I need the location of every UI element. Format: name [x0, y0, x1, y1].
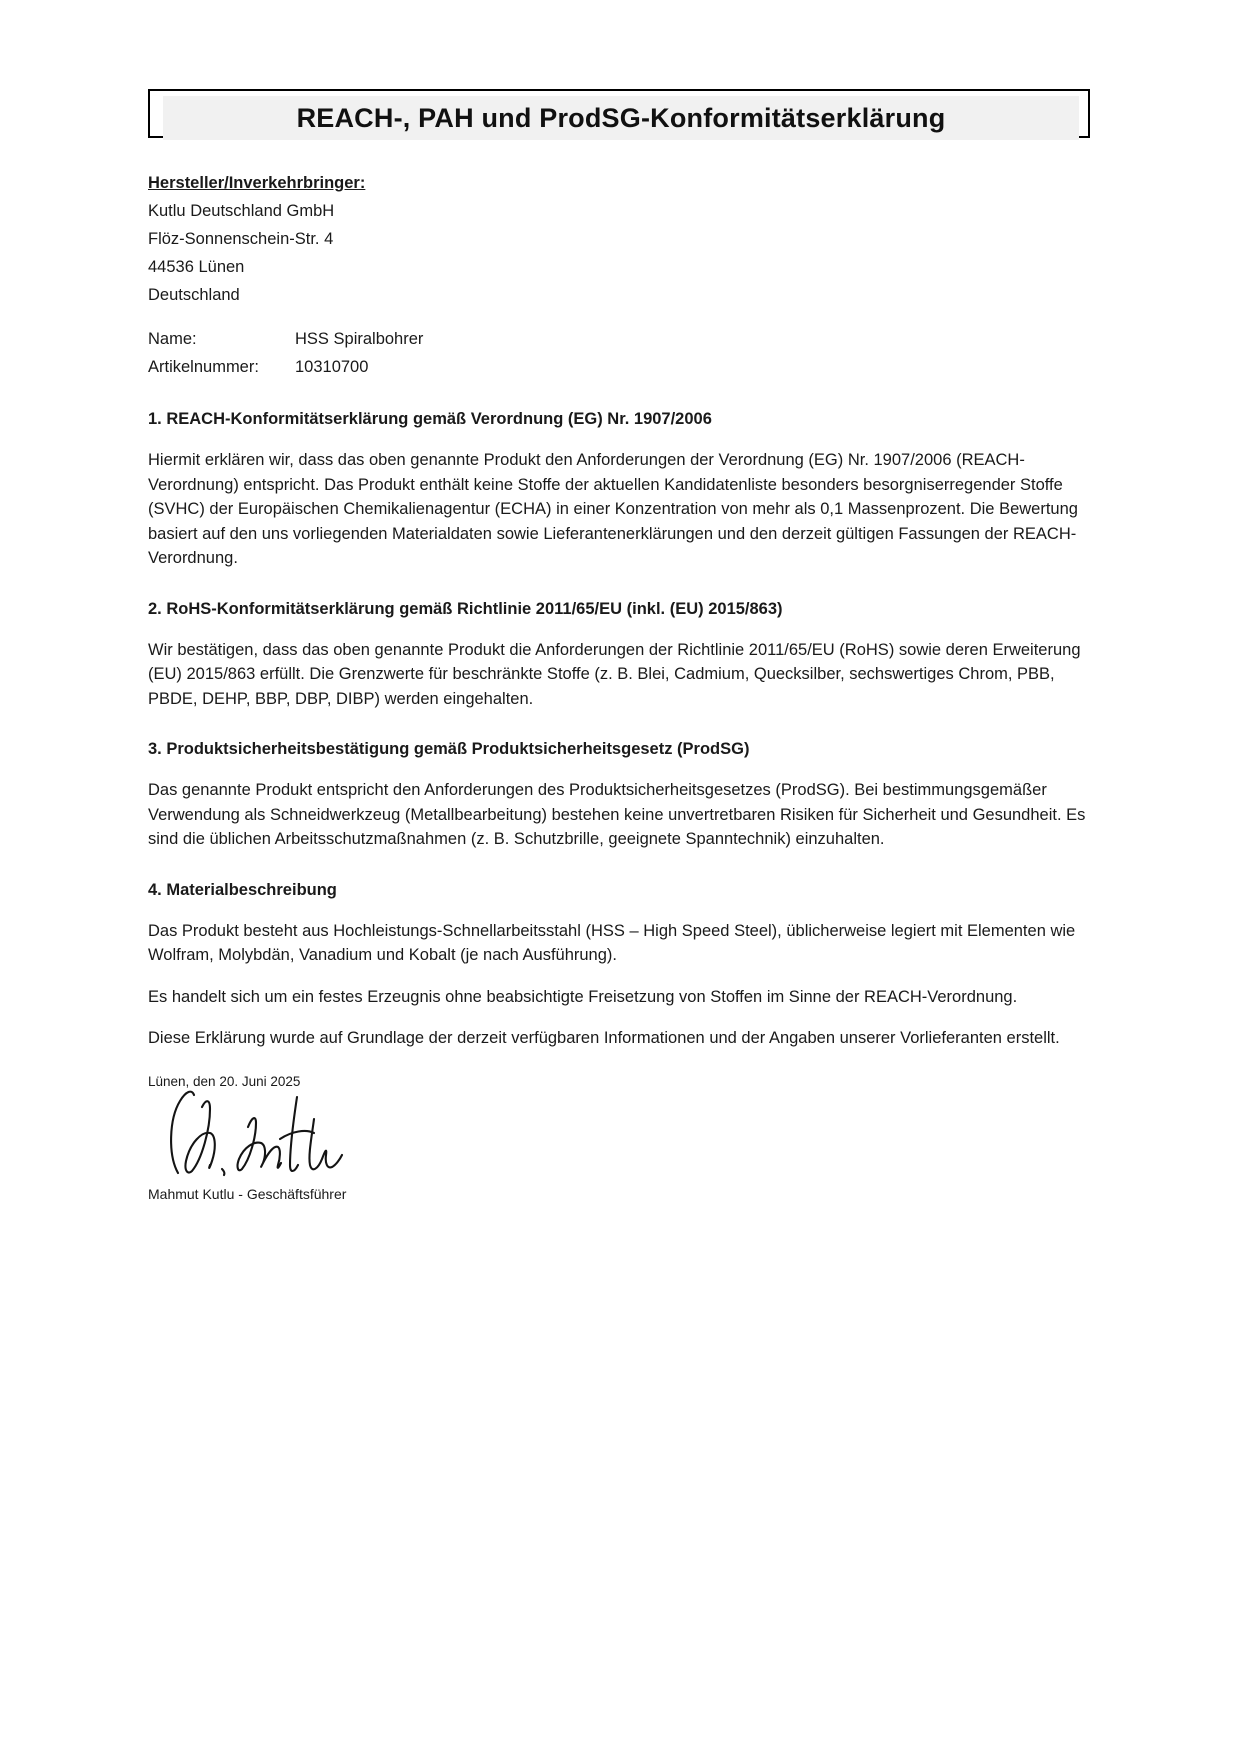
manufacturer-name: Kutlu Deutschland GmbH [148, 202, 335, 220]
manufacturer-city: 44536 Lünen [148, 258, 245, 276]
section-reach [148, 407, 1100, 571]
section-rohs-heading: 2. RoHS-Konformitätserklärung gemäß Richtlinie 2011/65/EU (inkl. (EU) 2015/863) [148, 599, 783, 618]
title-banner [148, 89, 1090, 138]
section-material [148, 878, 1100, 1051]
product-article-value: 10310700 [295, 358, 369, 376]
section-prodsg-paragraph: Das genannte Produkt entspricht den Anforderungen des Produktsicherheitsgesetzes (ProdSG). Bei bestimmungsgemäßer Verwendung als Schneidwerkzeug (Metallbearbeitung) bestehen keine unvertretbaren Risiken für Sicherheit und Gesundheit. Es sind die üblichen Arbeitsschutzmaßnahmen (z. B. Schutzbrille, geeignete Spanntechnik) einzuhalten. [148, 781, 1086, 848]
product-name-value: HSS Spiralbohrer [295, 330, 424, 348]
signature-image [164, 1085, 1100, 1181]
manufacturer-heading: Hersteller/Inverkehrbringer: [148, 174, 366, 192]
product-article-row [148, 353, 1100, 381]
section-reach-heading: 1. REACH-Konformitätserklärung gemäß Verordnung (EG) Nr. 1907/2006 [148, 410, 712, 428]
place-date-text: Lünen, den 20. Juni 2025 [148, 1073, 301, 1089]
signature-block [148, 1073, 1100, 1203]
section-prodsg [148, 737, 1100, 852]
section-material-paragraph-3: Diese Erklärung wurde auf Grundlage der derzeit verfügbaren Informationen und der Angaben unserer Vorlieferanten erstellt. [148, 1029, 1060, 1047]
manufacturer-block [148, 169, 1100, 309]
section-prodsg-heading: 3. Produktsicherheitsbestätigung gemäß Produktsicherheitsgesetz (ProdSG) [148, 740, 750, 758]
handwritten-signature-svg [164, 1085, 349, 1185]
section-material-paragraph-1: Das Produkt besteht aus Hochleistungs-Schnellarbeitsstahl (HSS – High Speed Steel), üblicherweise legiert mit Elementen wie Wolfram, Molybdän, Vanadium und Kobalt (je nach Ausführung). [148, 921, 1076, 964]
page-title: REACH-, PAH und ProdSG-Konformitätserklärung [296, 102, 946, 133]
title-banner-background [163, 96, 1079, 140]
manufacturer-country: Deutschland [148, 286, 240, 304]
section-material-paragraph-2: Es handelt sich um ein festes Erzeugnis ohne beabsichtigte Freisetzung von Stoffen im Sinne der REACH-Verordnung. [148, 987, 1018, 1006]
section-reach-paragraph: Hiermit erklären wir, dass das oben genannte Produkt den Anforderungen der Verordnung (EG) Nr. 1907/2006 (REACH-Verordnung) entspricht. Das Produkt enthält keine Stoffe der aktuellen Kandidatenliste besonders besorgniserregender Stoffe (SVHC) der Europäischen Chemikalienagentur (ECHA) in einer Konzentration von mehr als 0,1 Massenprozent. Die Bewertung basiert auf den uns vorliegenden Materialdaten sowie Lieferantenerklärungen und den derzeit gültigen Fassungen der REACH-Verordnung. [148, 451, 1078, 567]
product-name-row [148, 325, 1100, 353]
manufacturer-street: Flöz-Sonnenschein-Str. 4 [148, 230, 334, 248]
product-name-label: Name: [148, 330, 197, 348]
section-rohs [148, 597, 1100, 712]
product-block [148, 325, 1100, 381]
signatory-name: Mahmut Kutlu - Geschäftsführer [148, 1185, 347, 1202]
section-material-heading: 4. Materialbeschreibung [148, 880, 337, 899]
product-article-label: Artikelnummer: [148, 358, 259, 376]
section-rohs-paragraph: Wir bestätigen, dass das oben genannte Produkt die Anforderungen der Richtlinie 2011/65/EU (RoHS) sowie deren Erweiterung (EU) 2015/863 erfüllt. Die Grenzwerte für beschränkte Stoffe (z. B. Blei, Cadmium, Quecksilber, sechswertiges Chrom, PBB, PBDE, DEHP, BBP, DBP, DIBP) werden eingehalten. [148, 640, 1081, 708]
